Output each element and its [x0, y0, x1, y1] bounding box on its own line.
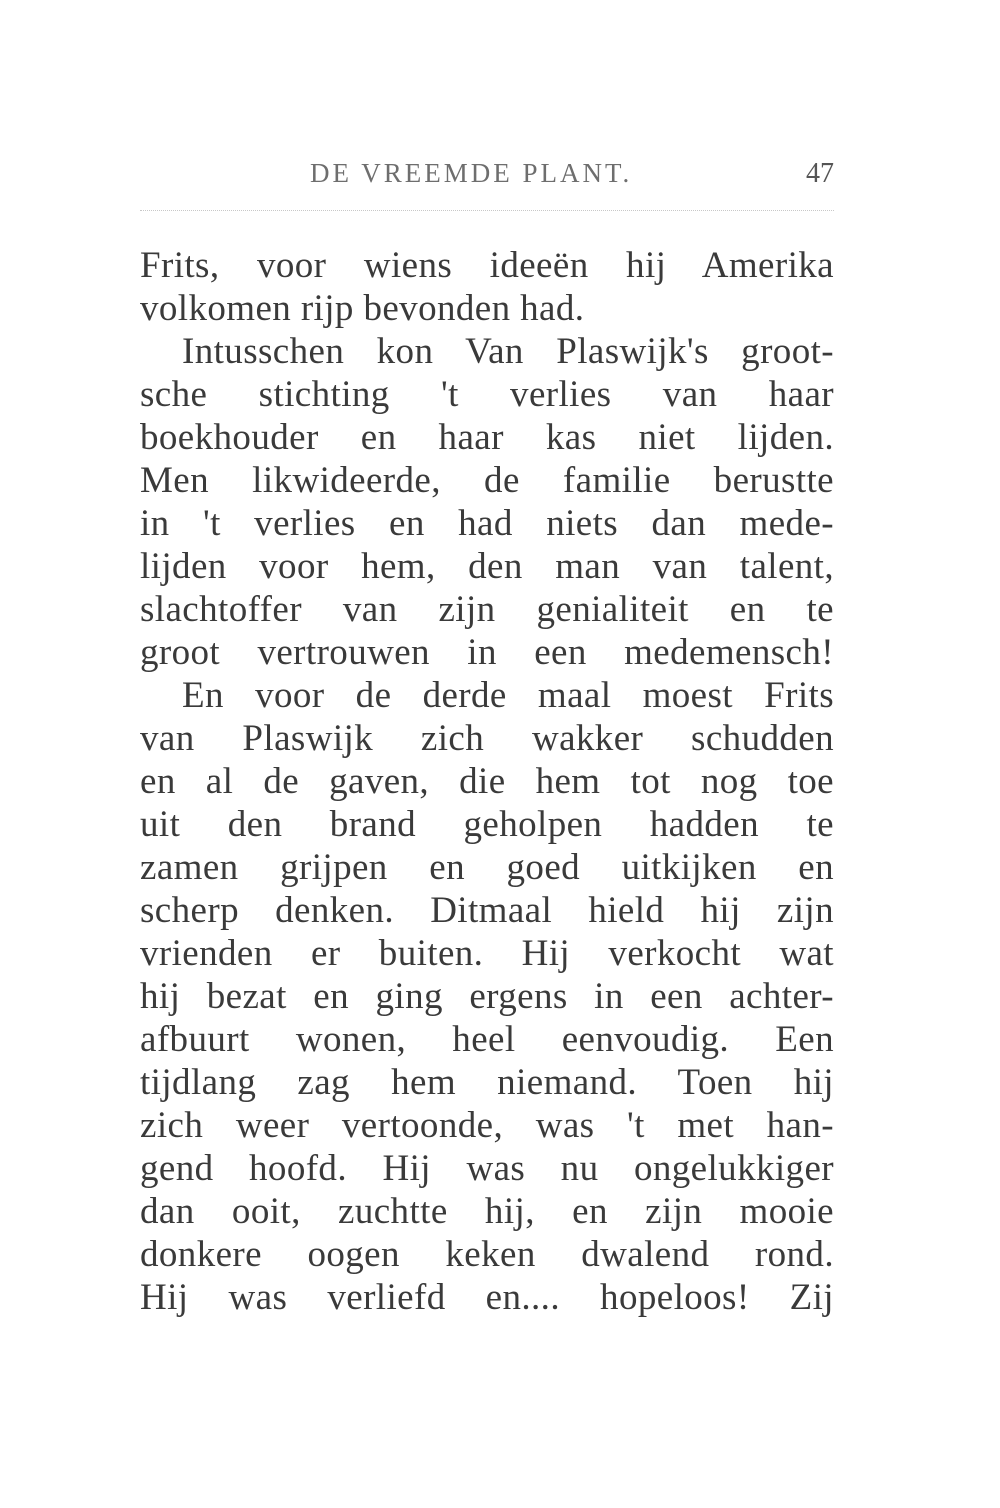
text-line: in 't verlies en had niets dan mede- [140, 503, 834, 544]
text-line: boekhouder en haar kas niet lijden. [140, 417, 834, 458]
text-line: Intusschen kon Van Plaswijk's groot- [182, 331, 834, 372]
running-head [140, 158, 834, 198]
text-line: afbuurt wonen, heel eenvoudig. Een [140, 1019, 834, 1060]
text-line: uit den brand geholpen hadden te [140, 804, 834, 845]
text-line: slachtoffer van zijn genialiteit en te [140, 589, 834, 630]
text-line: vrienden er buiten. Hij verkocht wat [140, 933, 834, 974]
text-line: van Plaswijk zich wakker schudden [140, 718, 834, 759]
text-line: Men likwideerde, de familie berustte [140, 460, 834, 501]
text-line: lijden voor hem, den man van talent, [140, 546, 834, 587]
body-text [140, 244, 834, 1319]
text-line: volkomen rijp bevonden had. [140, 288, 585, 329]
page-number: 47 [806, 158, 834, 189]
text-line: sche stichting 't verlies van haar [140, 374, 834, 415]
text-line: en al de gaven, die hem tot nog toe [140, 761, 834, 802]
text-line: scherp denken. Ditmaal hield hij zijn [140, 890, 834, 931]
text-line: groot vertrouwen in een medemensch! [140, 632, 834, 673]
text-line: Hij was verliefd en.... hopeloos! Zij [140, 1277, 834, 1318]
text-line: donkere oogen keken dwalend rond. [140, 1234, 834, 1275]
text-line: En voor de derde maal moest Frits [182, 675, 834, 716]
text-line: zamen grijpen en goed uitkijken en [140, 847, 834, 888]
running-title: DE VREEMDE PLANT. [310, 158, 633, 188]
text-line: tijdlang zag hem niemand. Toen hij [140, 1062, 834, 1103]
text-line: Frits, voor wiens ideeën hij Amerika [140, 245, 834, 286]
text-line: dan ooit, zuchtte hij, en zijn mooie [140, 1191, 834, 1232]
header-rule [140, 210, 834, 211]
text-line: zich weer vertoonde, was 't met han- [140, 1105, 834, 1146]
text-line: gend hoofd. Hij was nu ongelukkiger [140, 1148, 834, 1189]
text-line: hij bezat en ging ergens in een achter- [140, 976, 834, 1017]
